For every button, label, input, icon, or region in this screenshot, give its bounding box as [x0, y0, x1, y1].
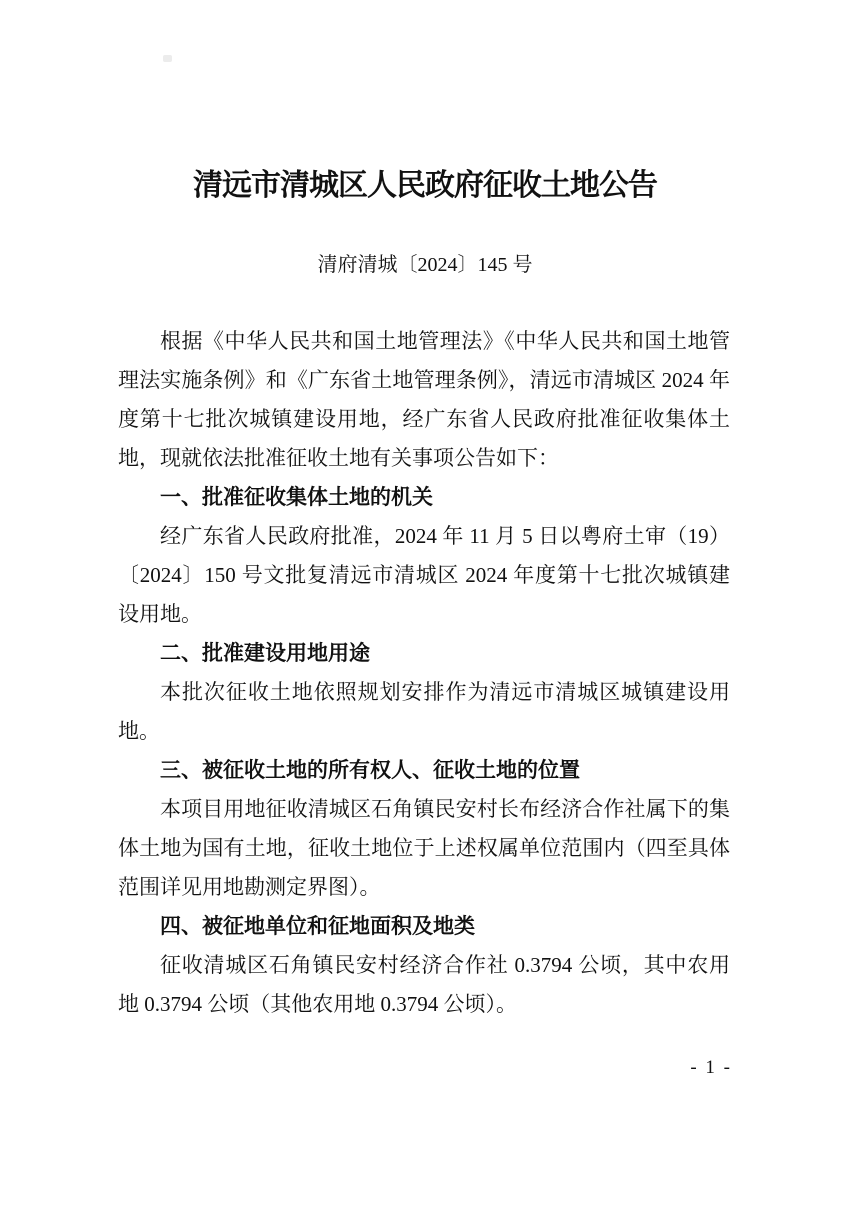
section-heading: 二、批准建设用地用途 [160, 642, 370, 665]
document-title: 清远市清城区人民政府征收土地公告 [193, 169, 657, 202]
document-paragraph: 征收清城区石角镇民安村经济合作社 0.3794 公顷，其中农用地 0.3794 公顷（其他农用地 0.3794 公顷）。 [118, 953, 730, 1016]
document-paragraph: 经广东省人民政府批准，2024 年 11 月 5 日以粤府土审（19）〔2024〕150 号文批复清远市清城区 2024 年度第十七批次城镇建设用地。 [118, 524, 730, 626]
page-number: - 1 - [690, 1057, 732, 1078]
document-paragraph: 本项目用地征收清城区石角镇民安村长布经济合作社属下的集体土地为国有土地，征收土地位于上述权属单位范围内（四至具体范围详见用地勘测定界图）。 [118, 797, 730, 899]
section-heading: 四、被征地单位和征地面积及地类 [160, 915, 475, 938]
document-number: 清府清城〔2024〕145 号 [317, 254, 533, 276]
section-heading: 一、批准征收集体土地的机关 [160, 486, 433, 509]
document-paragraph: 本批次征收土地依照规划安排作为清远市清城区城镇建设用地。 [118, 680, 730, 743]
section-heading: 三、被征收土地的所有权人、征收土地的位置 [160, 759, 580, 782]
document-paragraph: 根据《中华人民共和国土地管理法》《中华人民共和国土地管理法实施条例》和《广东省土地管理条例》，清远市清城区 2024 年度第十七批次城镇建设用地，经广东省人民政府批准征收集体土地，现就依法批准征收土地有关事项公告如下： [118, 329, 730, 470]
scan-artifact-dot [163, 55, 172, 62]
document-body [118, 322, 730, 1024]
